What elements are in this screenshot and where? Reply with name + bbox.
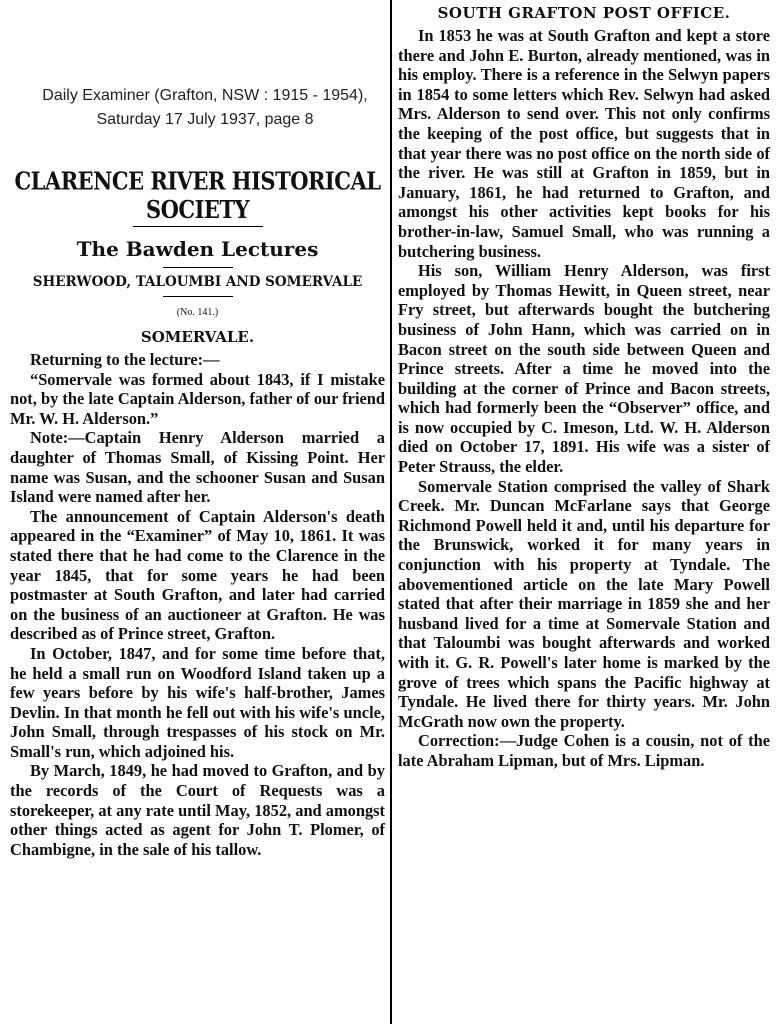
- paragraph: In October, 1847, and for some time before that, he held a small run on Woodford Island taken up a few years before by his wife's half-brother, James Devlin. In that month he fell out with his wife's uncle, John Small, through trespasses of his stock on Mr. Small's run, which adjoined his.: [10, 643, 385, 761]
- title-rule: [133, 226, 263, 227]
- right-body: [398, 26, 770, 771]
- left-column: [10, 160, 385, 859]
- left-body: [10, 350, 385, 859]
- caption-line-1: Daily Examiner (Grafton, NSW : 1915 - 1954),: [42, 87, 368, 104]
- series-title: The Bawden Lectures: [76, 237, 319, 261]
- paragraph: The announcement of Captain Alderson's death appeared in the “Examiner” of May 10, 1861. It was stated there that he had come to the Clarence in the year 1845, that for some years he had been postmaster at South Grafton, and later had carried on the business of an auctioneer at Grafton. He was described as of Prince street, Grafton.: [10, 506, 385, 644]
- paragraph: Returning to the lecture:—: [30, 350, 220, 369]
- section-heading-post-office: SOUTH GRAFTON POST OFFICE.: [437, 4, 731, 22]
- lecture-number: (No. 141.): [176, 307, 219, 318]
- paragraph: Correction:—Judge Cohen is a cousin, not of the late Abraham Lipman, but of Mrs. Lipman.: [398, 731, 770, 770]
- caption-line-2: Saturday 17 July 1937, page 8: [96, 111, 314, 128]
- series-rule: [163, 267, 233, 268]
- subtitle-rule: [163, 296, 233, 297]
- paragraph: In 1853 he was at South Grafton and kept a store there and John E. Burton, already mentioned, was in his employ. There is a reference in the Selwyn papers in 1854 to some letters which Rev. Selwyn had asked Mrs. Alderson to send over. This not only confirms the keeping of the post office, but suggests that in that year there was no post office on the north side of the river. He was still at Grafton in 1859, but in January, 1861, he had returned to Grafton, and amongst his other activities kept books for his brother-in-law, Samuel Small, who was running a butchering business.: [398, 26, 770, 261]
- column-divider: [390, 0, 392, 1024]
- society-title: CLARENCE RIVER HISTORICAL SOCIETY: [14, 166, 381, 224]
- paragraph: His son, William Henry Alderson, was first employed by Thomas Hewitt, in Queen street, near Fry street, but afterwards bought the butchering business of John Hann, which was carried on in Bacon street on the south side between Queen and Prince streets. After a time he moved into the building at the corner of Prince and Bacon streets, which had formerly been the “Observer” office, and is now occupied by C. Imeson, Ltd. W. H. Alderson died on October 17, 1891. His wife was a sister of Peter Strauss, the elder.: [398, 261, 770, 477]
- paragraph: Note:—Captain Henry Alderson married a daughter of Thomas Small, of Kissing Point. Her name was Susan, and the schooner Susan and Susan Island were named after her.: [10, 428, 385, 507]
- paragraph: “Somervale was formed about 1843, if I mistake not, by the late Captain Alderson, father of our friend Mr. W. H. Alderson.”: [10, 369, 386, 428]
- right-column: [398, 4, 770, 771]
- article-subtitle: SHERWOOD, TALOUMBI AND SOMERVALE: [32, 274, 363, 290]
- paragraph: Somervale Station comprised the valley of Shark Creek. Mr. Duncan McFarlane says that George Richmond Powell held it and, until his departure for the Brunswick, worked it for many years in conjunction with his property at Tyndale. The abovementioned article on the late Mary Powell stated that after their marriage in 1859 she and her husband lived for a time at Somervale Station and that Taloumbi was bought afterwards and worked with it. G. R. Powell's later home is marked by the grove of trees which spans the Pacific highway at Tyndale. He lived there for thirty years. Mr. John McGrath now own the property.: [398, 476, 770, 731]
- section-heading-somervale: SOMERVALE.: [140, 328, 255, 346]
- source-caption: [20, 84, 390, 132]
- paragraph: By March, 1849, he had moved to Grafton, and by the records of the Court of Requests was a storekeeper, at any rate until May, 1852, and amongst other things acted as agent for John T. Plomer, of Chambigne, in the sale of his tallow.: [10, 761, 385, 859]
